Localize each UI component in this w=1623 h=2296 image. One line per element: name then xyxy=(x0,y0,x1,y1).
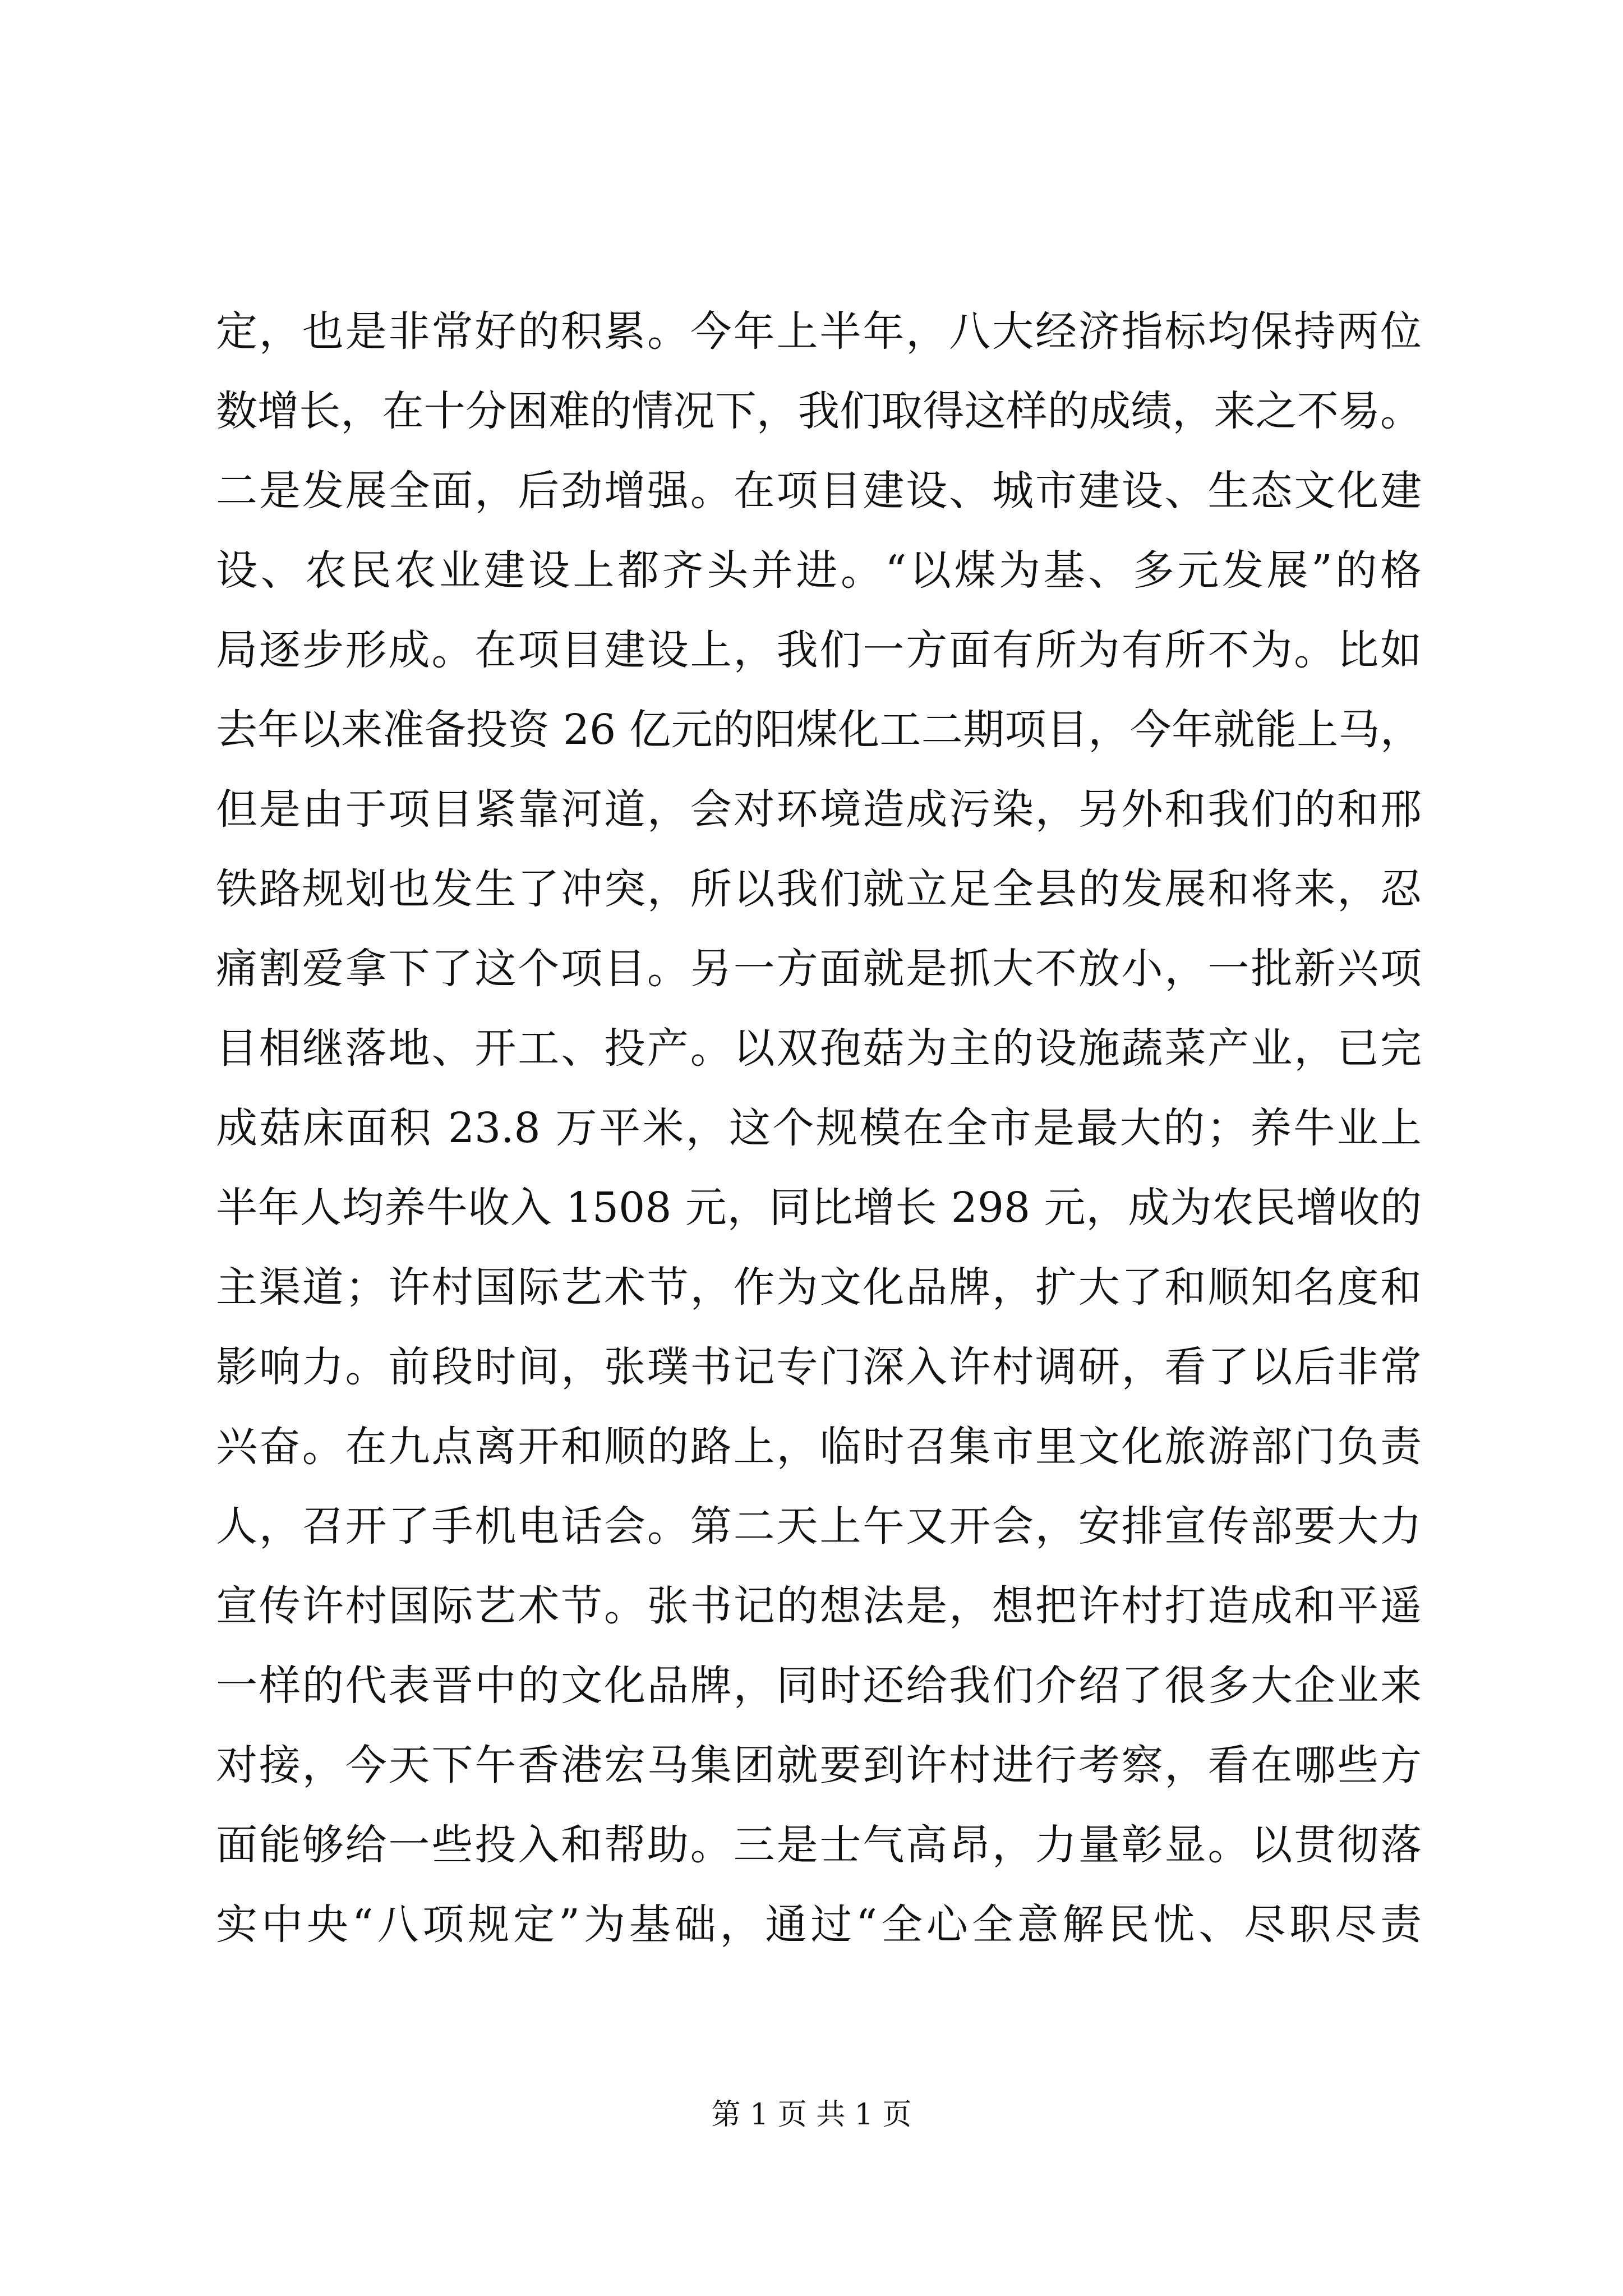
text-line: 目相继落地、开工、投产。以双孢菇为主的设施蔬菜产业，已完 xyxy=(216,1024,1422,1073)
text-line: 设、农民农业建设上都齐头并进。“以煤为基、多元发展”的格 xyxy=(216,546,1422,595)
page-number-label: 第 1 页 共 1 页 xyxy=(711,2098,912,2132)
text-line: 影响力。前段时间，张璞书记专门深入许村调研，看了以后非常 xyxy=(216,1343,1422,1391)
text-line: 面能够给一些投入和帮助。三是士气高昂，力量彰显。以贯彻落 xyxy=(216,1821,1422,1869)
text-line: 主渠道；许村国际艺术节，作为文化品牌，扩大了和顺知名度和 xyxy=(216,1263,1422,1312)
text-line: 去年以来准备投资 26 亿元的阳煤化工二期项目，今年就能上马， xyxy=(216,706,1422,754)
text-line: 局逐步形成。在项目建设上，我们一方面有所为有所不为。比如 xyxy=(216,626,1422,674)
text-line: 半年人均养牛收入 1508 元，同比增长 298 元，成为农民增收的 xyxy=(216,1184,1422,1232)
text-line: 痛割爱拿下了这个项目。另一方面就是抓大不放小，一批新兴项 xyxy=(216,945,1422,993)
text-line: 铁路规划也发生了冲突，所以我们就立足全县的发展和将来，忍 xyxy=(216,865,1422,913)
text-line: 但是由于项目紧靠河道，会对环境造成污染，另外和我们的和邢 xyxy=(216,785,1422,834)
body-text xyxy=(216,292,1422,1964)
text-line: 人，召开了手机电话会。第二天上午又开会，安排宣传部要大力 xyxy=(216,1502,1422,1550)
text-line: 兴奋。在九点离开和顺的路上，临时召集市里文化旅游部门负责 xyxy=(216,1423,1422,1471)
text-line: 对接，今天下午香港宏马集团就要到许村进行考察，看在哪些方 xyxy=(216,1741,1422,1789)
text-line: 定，也是非常好的积累。今年上半年，八大经济指标均保持两位 xyxy=(216,307,1422,356)
text-line: 成菇床面积 23.8 万平米，这个规模在全市是最大的；养牛业上 xyxy=(216,1104,1422,1152)
text-line: 二是发展全面，后劲增强。在项目建设、城市建设、生态文化建 xyxy=(216,467,1422,515)
text-line: 实中央“八项规定”为基础，通过“全心全意解民忧、尽职尽责 xyxy=(216,1901,1422,1949)
text-line: 一样的代表晋中的文化品牌，同时还给我们介绍了很多大企业来 xyxy=(216,1662,1422,1710)
text-line: 宣传许村国际艺术节。张书记的想法是，想把许村打造成和平遥 xyxy=(216,1582,1422,1630)
text-line: 数增长，在十分困难的情况下，我们取得这样的成绩，来之不易。 xyxy=(216,387,1422,435)
page-footer xyxy=(0,2095,1623,2134)
